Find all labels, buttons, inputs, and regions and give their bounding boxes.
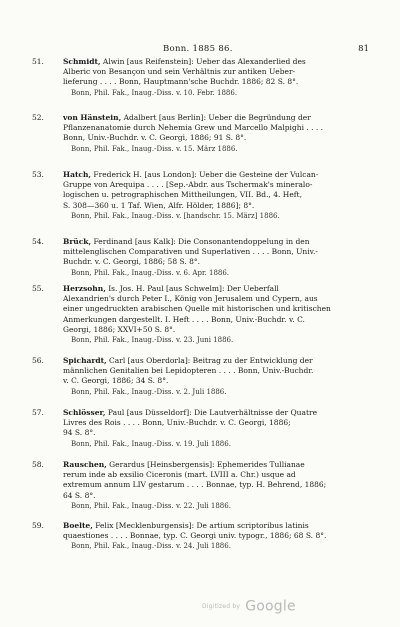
entry-number: 53. <box>32 170 44 179</box>
entry-text <box>63 237 372 278</box>
entry-text <box>63 521 372 552</box>
line-text: S. 308—360 u. 1 Taf. Wien, Alfr. Hölder, 1886]; 8°. <box>63 200 255 210</box>
page-header <box>0 44 400 58</box>
entry-line <box>63 257 372 267</box>
dissertation-note <box>63 501 372 511</box>
line-text: Bonn, Phil. Fak., Inaug.-Diss. v. 22. Juli 1886. <box>71 501 231 510</box>
line-text: 64 S. 8°. <box>63 490 96 500</box>
digitized-watermark <box>202 596 296 615</box>
entry-line <box>63 531 372 541</box>
line-text: Alwin [aus Reifenstein]: Ueber das Alexanderlied des <box>100 57 306 66</box>
line-text: Ferdinand [aus Kalk]: Die Consonantendoppelung in den <box>91 237 310 246</box>
dissertation-note <box>63 335 372 345</box>
line-text: Bonn, Phil. Fak., Inaug.-Diss. v. 19. Juli 1886. <box>71 439 231 448</box>
line-text: Livres des Rois . . . . Bonn, Univ.-Buchdr. v. C. Georgi, 1886; <box>63 418 291 428</box>
line-text: quaestiones . . . . Bonnae, typ. C. Georgi univ. typogr., 1886; 68 S. 8°. <box>63 531 327 541</box>
entry-text <box>63 408 372 449</box>
line-text: 94 S. 8°. <box>63 428 96 438</box>
author-surname: Schmidt, <box>63 57 101 66</box>
line-text: einer ungedruckten arabischen Quelle mit historischen und kritischen <box>63 304 331 314</box>
entry-line <box>63 480 372 490</box>
dissertation-note <box>63 439 372 449</box>
line-text: Felix [Mecklenburgensis]: De artium scriptoribus latinis <box>92 521 309 530</box>
line-text: mittelenglischen Comparativen und Superlativen . . . . Bonn, Univ.- <box>63 247 318 257</box>
entry-line <box>63 57 372 67</box>
line-text: Georgi, 1886; XXVI+50 S. 8°. <box>63 324 176 334</box>
entry-text <box>63 170 372 221</box>
entry-line <box>63 418 372 428</box>
line-text: Bonn, Phil. Fak., Inaug.-Diss. v. 23. Juni 1886. <box>71 336 234 345</box>
entry-number: 54. <box>32 237 44 246</box>
line-text: Adalbert [aus Berlin]: Ueber die Begründung der <box>121 113 311 122</box>
entry-text <box>63 460 372 511</box>
author-surname: Brück, <box>63 237 92 246</box>
entry-line <box>63 294 372 304</box>
line-text: Is. Jos. H. Paul [aus Schwelm]: Der Ueberfall <box>105 284 279 293</box>
entry-number: 52. <box>32 113 44 122</box>
entry-number: 57. <box>32 408 44 417</box>
entry-text <box>63 113 372 154</box>
entry-line <box>63 304 372 314</box>
entry-text <box>63 356 372 397</box>
entry-line <box>63 491 372 501</box>
dissertation-note <box>63 387 372 397</box>
line-text: Bonn, Phil. Fak., Inaug.-Diss. v. 6. Apr. 1886. <box>71 268 230 277</box>
entry-line <box>63 521 372 531</box>
entry-number: 56. <box>32 356 44 365</box>
entry-line <box>63 113 372 123</box>
line-text: Bonn, Univ.-Buchdr. v. C. Georgi, 1886; 91 S. 8°. <box>63 133 247 143</box>
line-text: Bonn, Phil. Fak., Inaug.-Diss. v. 24. Juli 1886. <box>71 542 231 551</box>
entry-text <box>63 57 372 98</box>
entry-text <box>63 284 372 345</box>
line-text: Anmerkungen dargestellt. I. Heft . . . . Bonn, Univ.-Buchdr. v. C. <box>63 314 305 324</box>
entry-line <box>63 470 372 480</box>
entry-number: 59. <box>32 521 44 530</box>
google-logo: Google <box>245 598 296 615</box>
line-text: Frederick H. [aus London]: Ueber die Gesteine der Vulcan- <box>91 170 319 179</box>
entry-line <box>63 133 372 143</box>
line-text: rerum inde ab exsilio Ciceronis (mart. LVIII a. Chr.) usque ad <box>63 470 296 480</box>
entry-line <box>63 366 372 376</box>
author-surname: Boelte, <box>63 521 93 530</box>
line-text: logischen u. petrographischen Mittheilungen, VII. Bd., 4. Heft, <box>63 190 302 200</box>
line-text: Buchdr. v. C. Georgi, 1886; 58 S. 8°. <box>63 257 201 267</box>
digitized-by-text: Digitized by <box>202 603 241 610</box>
page-number: 81 <box>358 44 369 54</box>
entry-line <box>63 428 372 438</box>
line-text: Alexandrien's durch Peter I., König von Jerusalem und Cypern, aus <box>63 294 318 304</box>
line-text: Carl [aus Oberdorla]: Beitrag zu der Entwicklung der <box>106 356 313 365</box>
line-text: extremum annum LIV gestarum . . . . Bonnae, typ. H. Behrend, 1886; <box>63 480 327 490</box>
author-surname: von Hänstein, <box>63 113 122 122</box>
dissertation-note <box>63 211 372 221</box>
line-text: Gruppe von Arequipa . . . . [Sep.-Abdr. aus Tschermak's mineralo- <box>63 180 313 190</box>
line-text: männlichen Genitalien bei Lepidopteren . . . . Bonn, Univ.-Buchdr. <box>63 366 314 376</box>
author-surname: Hatch, <box>63 170 92 179</box>
entry-line <box>63 180 372 190</box>
line-text: lieferung . . . . Bonn, Hauptmann'sche Buchdr. 1886; 82 S. 8°. <box>63 77 299 87</box>
entry-line <box>63 190 372 200</box>
line-text: Bonn, Phil. Fak., Inaug.-Diss. v. 10. Febr. 1886. <box>71 88 238 97</box>
line-text: Bonn, Phil. Fak., Inaug.-Diss. v. 15. März 1886. <box>71 144 238 153</box>
dissertation-note <box>63 88 372 98</box>
entry-line <box>63 460 372 470</box>
line-text: Pflanzenanatomie durch Nehemia Grew und Marcello Malpighi . . . . <box>63 123 324 133</box>
entry-line <box>63 315 372 325</box>
author-surname: Rauschen, <box>63 460 107 469</box>
line-text: v. C. Georgi, 1886; 34 S. 8°. <box>63 376 169 386</box>
entry-number: 58. <box>32 460 44 469</box>
entry-line <box>63 123 372 133</box>
entry-line <box>63 325 372 335</box>
dissertation-note <box>63 268 372 278</box>
entry-line <box>63 247 372 257</box>
entry-line <box>63 408 372 418</box>
entry-line <box>63 201 372 211</box>
entry-line <box>63 237 372 247</box>
entry-line <box>63 170 372 180</box>
entry-line <box>63 77 372 87</box>
entry-line <box>63 356 372 366</box>
author-surname: Herzsohn, <box>63 284 106 293</box>
line-text: Paul [aus Düsseldorf]: Die Lautverhältnisse der Quatre <box>105 408 318 417</box>
author-surname: Schlösser, <box>63 408 106 417</box>
entry-line <box>63 284 372 294</box>
line-text: Alberic von Besançon und sein Verhältnis zur antiken Ueber- <box>63 67 296 77</box>
entry-line <box>63 376 372 386</box>
running-title: Bonn. 1885 86. <box>163 44 233 54</box>
line-text: Bonn, Phil. Fak., Inaug.-Diss. v. [handschr. 15. März] 1886. <box>71 211 280 220</box>
dissertation-note <box>63 541 372 551</box>
dissertation-note <box>63 144 372 154</box>
line-text: Bonn, Phil. Fak., Inaug.-Diss. v. 2. Juli 1886. <box>71 387 227 396</box>
line-text: Gerardus [Heinsbergensis]: Ephemerides Tullianae <box>106 460 305 469</box>
entry-line <box>63 67 372 77</box>
entry-number: 51. <box>32 57 44 66</box>
entry-number: 55. <box>32 284 44 293</box>
author-surname: Spichardt, <box>63 356 107 365</box>
